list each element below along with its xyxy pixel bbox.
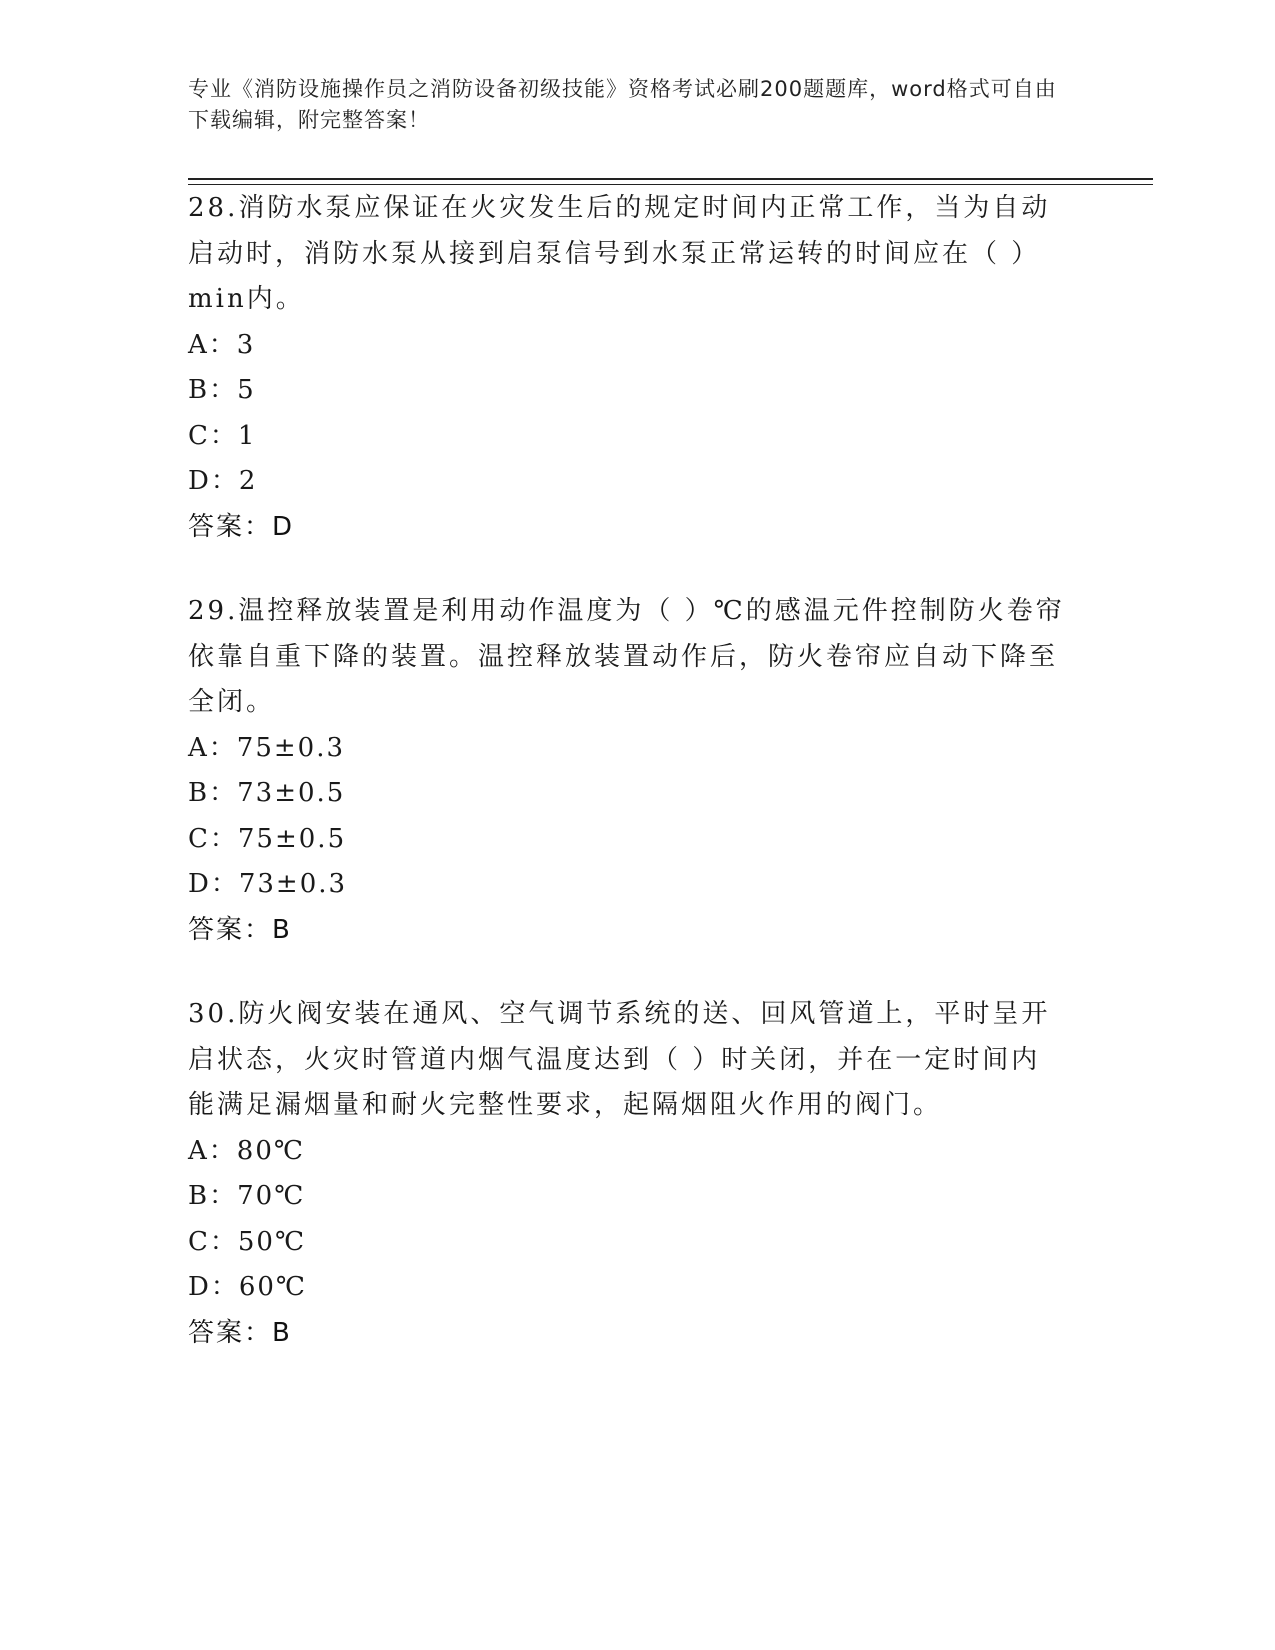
option-c: C：75±0.5 [188,823,347,854]
option-a: A：80℃ [188,1135,305,1166]
option-c: C：1 [188,420,257,451]
option-c: C：50℃ [188,1226,307,1257]
question-stem: 28.消防水泵应保证在火灾发生后的规定时间内正常工作，当为自动启动时，消防水泵从接到启泵信号到水泵正常运转的时间应在（ ）min内。 [188,193,1051,314]
question-28 [188,186,1068,550]
option-b: B：73±0.5 [188,778,346,808]
option-b: B：5 [188,375,256,405]
option-d: D：2 [188,466,258,496]
document-header-intro: 专业《消防设施操作员之消防设备初级技能》资格考试必刷200题题库，word格式可自由下载编辑，附完整答案！ [188,77,1057,132]
answer-label: 答案：B [188,914,292,945]
header-divider-thin [188,184,1153,185]
option-a: A：75±0.3 [188,732,345,763]
question-29 [188,589,1068,953]
question-30 [188,992,1068,1356]
answer-label: 答案：B [188,1317,292,1348]
question-stem: 29.温控释放装置是利用动作温度为（ ）℃的感温元件控制防火卷帘依靠自重下降的装置。温控释放装置动作后，防火卷帘应自动下降至全闭。 [188,596,1065,717]
header-divider-thick [188,178,1153,180]
question-stem: 30.防火阀安装在通风、空气调节系统的送、回风管道上，平时呈开启状态，火灾时管道内烟气温度达到（ ）时关闭，并在一定时间内能满足漏烟量和耐火完整性要求，起隔烟阻火作用的阀门。 [188,999,1051,1120]
option-d: D：60℃ [188,1272,308,1302]
option-d: D：73±0.3 [188,869,348,899]
option-b: B：70℃ [188,1181,306,1211]
option-a: A：3 [188,329,256,360]
answer-label: 答案：D [188,511,295,542]
